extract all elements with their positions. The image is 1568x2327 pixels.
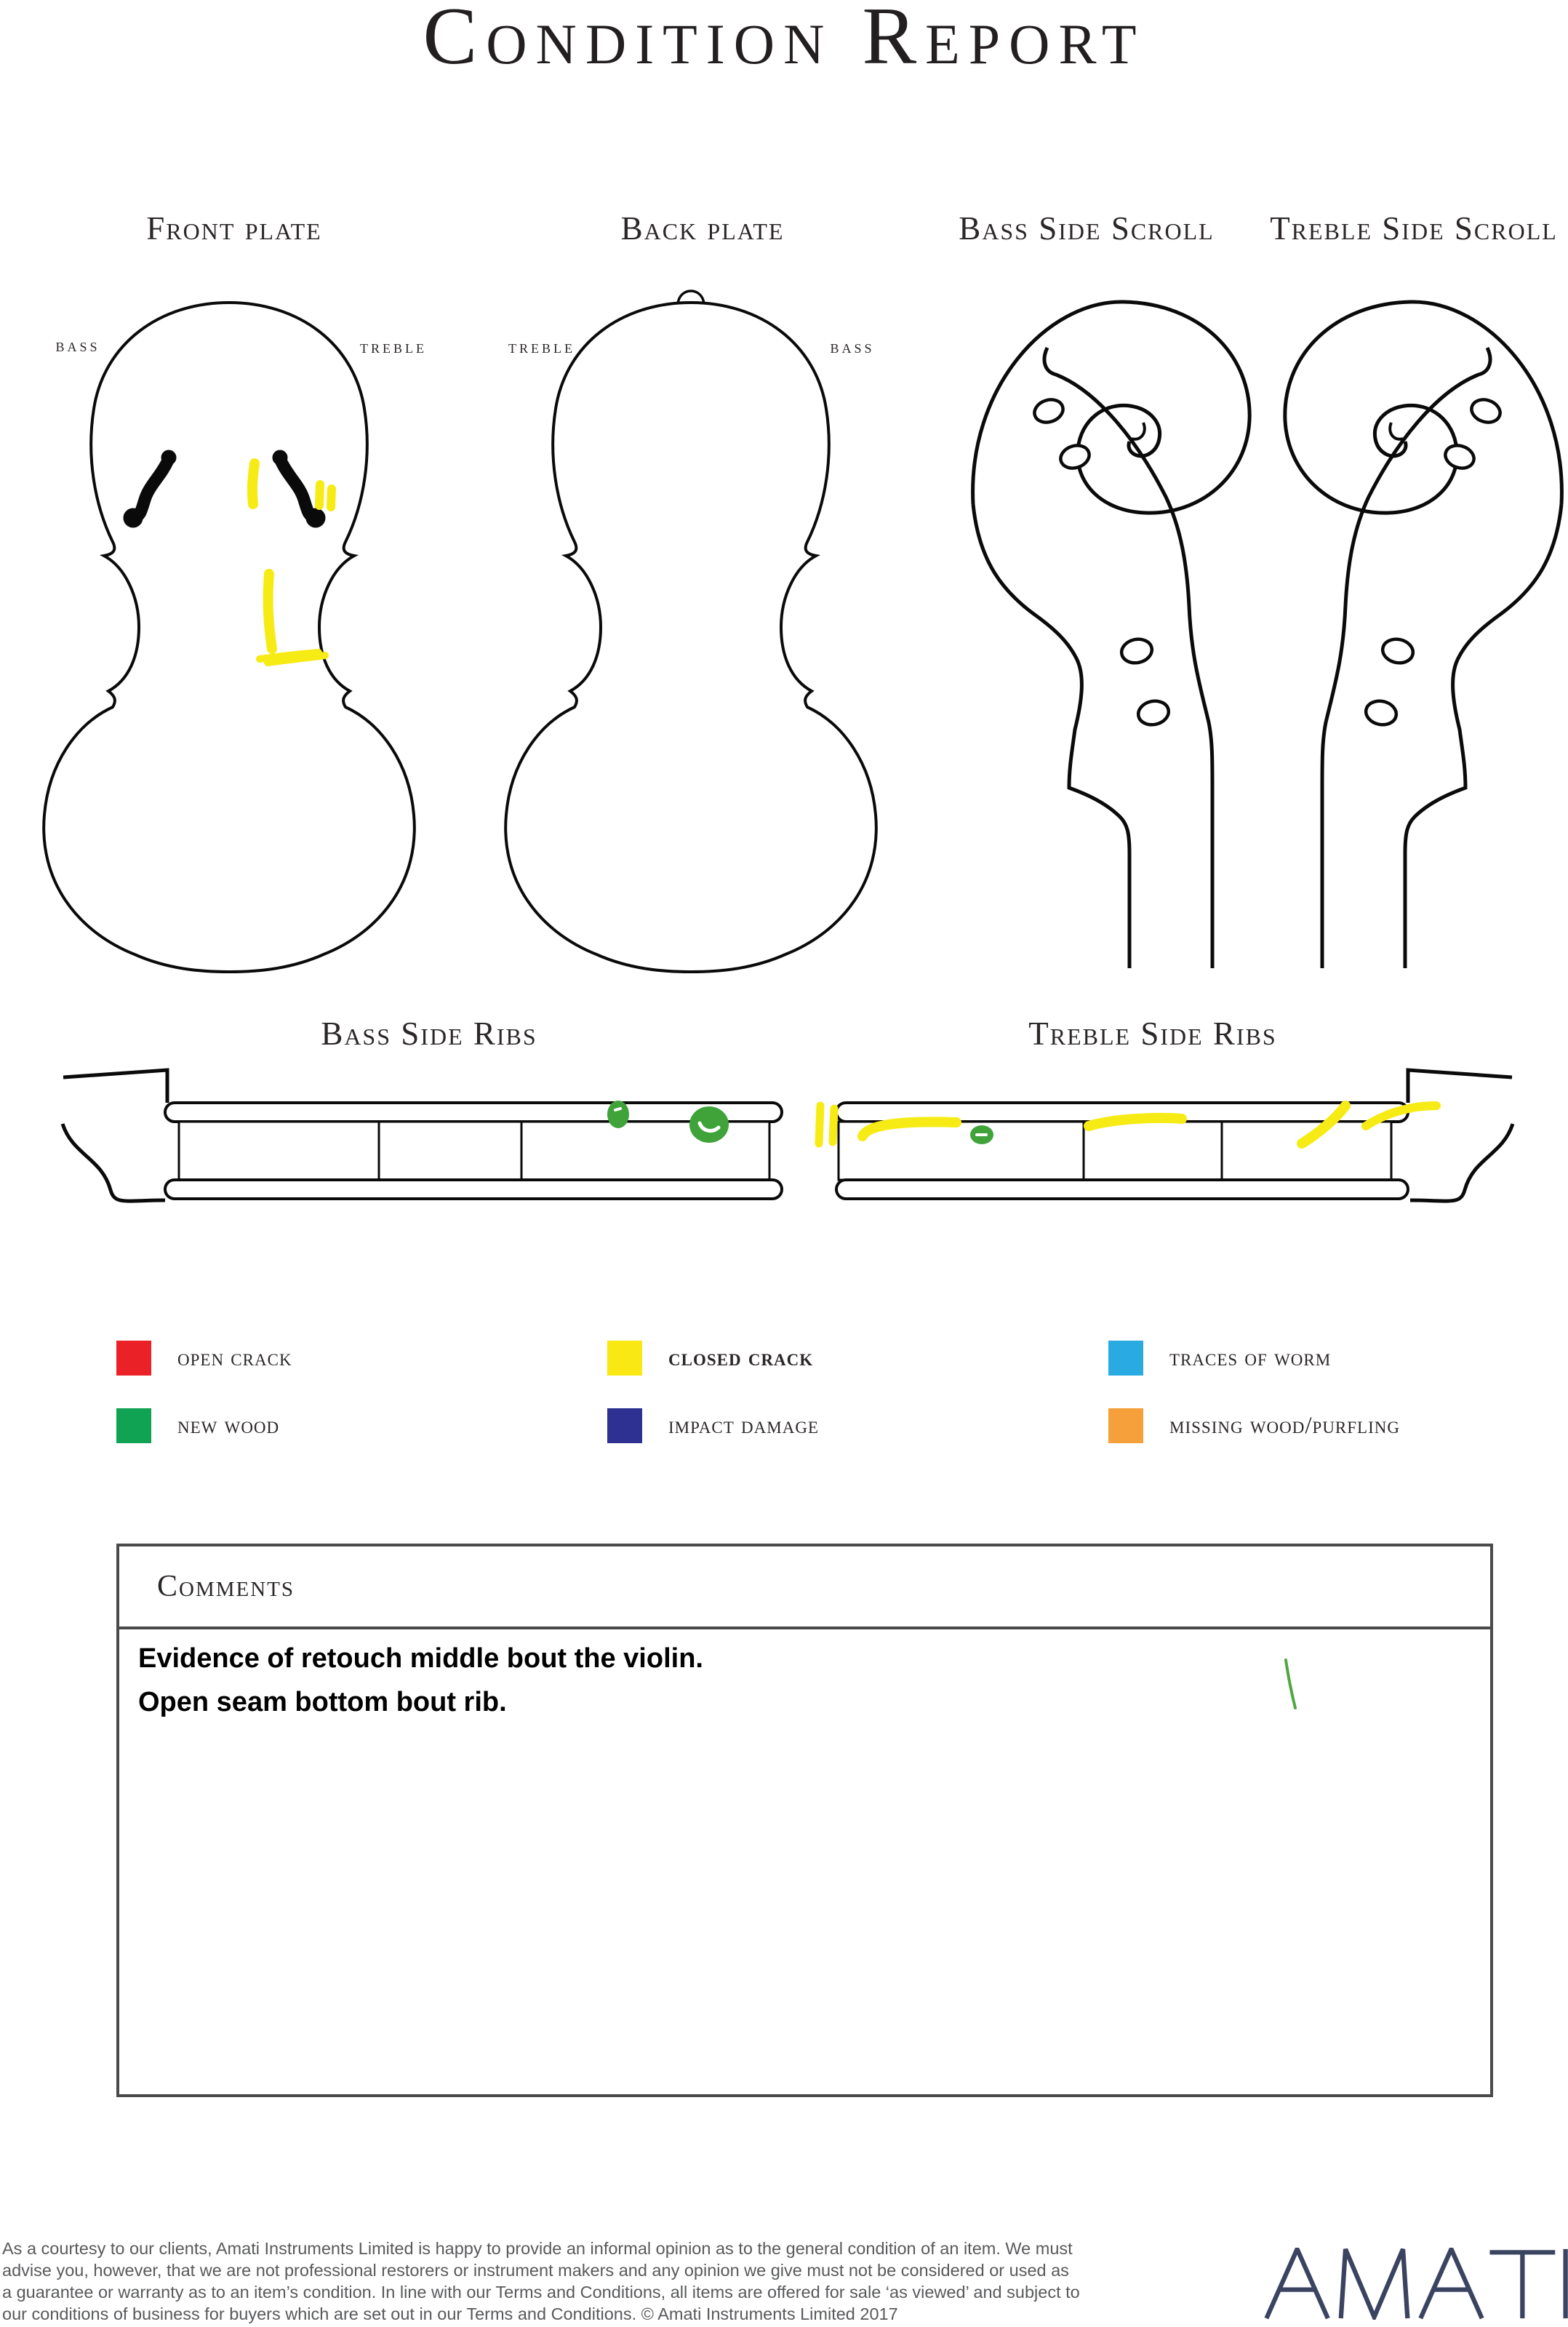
rib-body: [839, 1122, 1391, 1180]
rib-bottom-lining: [836, 1180, 1408, 1199]
comments-text: [138, 1637, 1375, 1724]
back-plate-heading: Back plate: [620, 210, 785, 247]
legend-label: open crack: [177, 1345, 292, 1371]
neck-top-line: [63, 1070, 167, 1103]
front-plate-treble-label: treble: [360, 336, 427, 357]
missing-wood-swatch: [1108, 1408, 1143, 1443]
new-wood-swatch: [116, 1408, 151, 1443]
disclaimer-line: advise you, however, that we are not professional restorers or instrument makers and any opinion we give must not be considered or used as: [2, 2261, 1069, 2280]
open-crack-swatch: [116, 1341, 151, 1376]
pegbox-left-edge: [1405, 504, 1561, 968]
front-plate-heading: Front plate: [146, 210, 322, 247]
bass-ribs-diagram: [63, 1070, 782, 1201]
rib-top-lining: [165, 1103, 782, 1122]
back-plate-bass-label: bass: [830, 336, 875, 357]
neck-heel-curve: [63, 1124, 165, 1201]
bass-ribs-heading: Bass Side Ribs: [321, 1015, 537, 1052]
scroll-inner-curl: [1132, 423, 1145, 439]
legend-label: impact damage: [668, 1413, 819, 1439]
ribs-diagrams: [0, 1062, 1568, 1222]
scroll-inner-curl: [1390, 423, 1403, 439]
treble-scroll-heading: Treble Side Scroll: [1270, 210, 1558, 247]
peg-holes: [1364, 396, 1503, 727]
bass-scroll-diagram: [960, 279, 1280, 970]
comments-header: [119, 1546, 1490, 1629]
legend-label: closed crack: [668, 1345, 814, 1371]
disclaimer-line: As a courtesy to our clients, Amati Instruments Limited is happy to provide an informal opinion as to the general condition of an item. We must: [2, 2239, 1073, 2258]
comments-heading: Comments: [157, 1570, 295, 1603]
front-plate-diagram: [18, 297, 440, 975]
legend-label: new wood: [177, 1413, 280, 1439]
rib-bottom-lining: [165, 1180, 782, 1199]
front-plate-bass-label: bass: [55, 335, 100, 356]
comments-box: [116, 1544, 1493, 2097]
treble-ribs-new-wood-mark: [970, 1125, 993, 1144]
disclaimer-line: a guarantee or warranty as to an item’s condition. In line with our Terms and Conditions, all items are offered for sale ‘as viewed’ and subject to: [2, 2283, 1080, 2302]
neck-top-line: [1408, 1070, 1512, 1103]
bass-scroll-heading: Bass Side Scroll: [959, 210, 1215, 247]
rib-body: [179, 1122, 769, 1180]
legend-label: missing wood/purfling: [1169, 1413, 1400, 1439]
disclaimer-text: [2, 2238, 1166, 2325]
impact-damage-swatch: [607, 1408, 642, 1443]
neck-heel-curve: [1410, 1124, 1513, 1201]
legend-label: traces of worm: [1169, 1345, 1332, 1371]
amati-logo: [1263, 2248, 1568, 2320]
comments-new-wood-mark: [1276, 1651, 1305, 1717]
peg-holes: [1031, 396, 1171, 727]
treble-ribs-heading: Treble Side Ribs: [1028, 1015, 1277, 1052]
comment-line: Evidence of retouch middle bout the violin.: [138, 1643, 703, 1674]
disclaimer-line: our conditions of business for buyers which are set out in our Terms and Conditions. © Amati Instruments Limited 2017: [2, 2304, 898, 2323]
traces-of-worm-swatch: [1108, 1341, 1143, 1376]
comment-line: Open seam bottom bout rib.: [138, 1687, 507, 1717]
page-title: Condition Report: [423, 0, 1145, 81]
scroll-spiral: [1285, 302, 1562, 513]
front-plate-outline: [44, 303, 415, 972]
treble-ribs-diagram: [819, 1070, 1513, 1201]
back-plate-treble-label: treble: [508, 336, 575, 357]
scroll-spiral: [973, 302, 1250, 513]
treble-scroll-diagram: [1255, 279, 1568, 970]
back-plate-outline: [505, 303, 876, 972]
pegbox-left-edge: [973, 504, 1129, 968]
closed-crack-swatch: [607, 1341, 642, 1376]
back-plate-diagram: [480, 282, 902, 975]
